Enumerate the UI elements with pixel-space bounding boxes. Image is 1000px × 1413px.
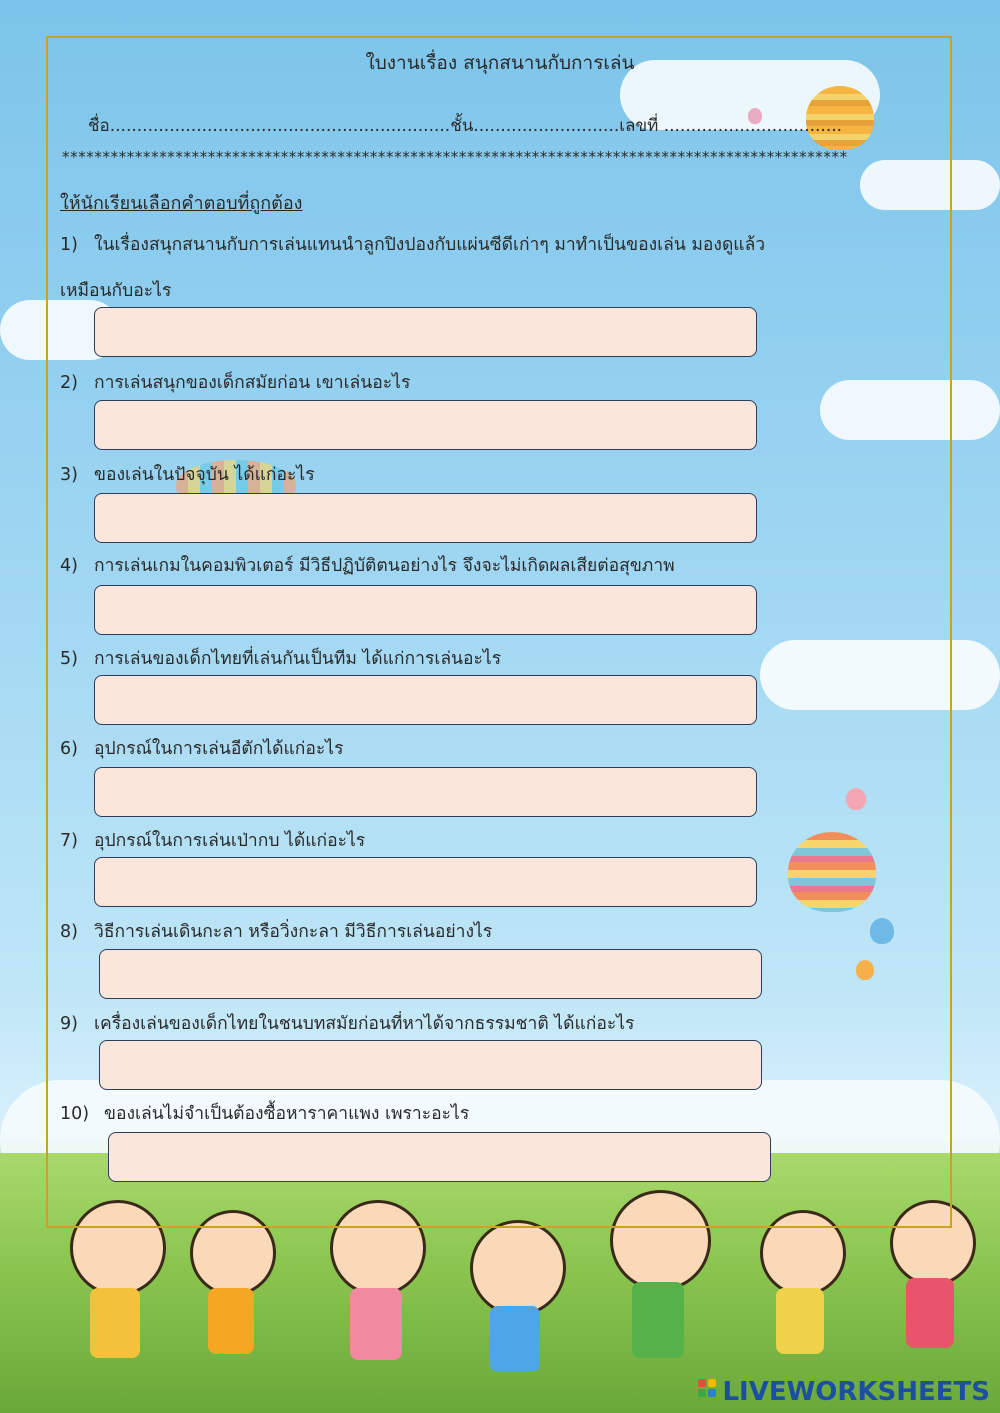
child-body bbox=[632, 1282, 684, 1358]
question-number: 7) bbox=[60, 831, 78, 851]
answer-box-5[interactable] bbox=[94, 675, 757, 725]
question-5 bbox=[60, 644, 501, 672]
question-number: 4) bbox=[60, 556, 78, 576]
question-2 bbox=[60, 368, 410, 396]
liveworksheets-logo-icon bbox=[698, 1379, 718, 1405]
child-body bbox=[90, 1288, 140, 1358]
child-body bbox=[906, 1278, 954, 1348]
question-number: 6) bbox=[60, 739, 78, 759]
question-1 bbox=[60, 230, 765, 258]
question-number: 1) bbox=[60, 235, 78, 255]
answer-box-7[interactable] bbox=[94, 857, 757, 907]
question-1-continued bbox=[60, 276, 171, 304]
question-number: 2) bbox=[60, 373, 78, 393]
question-text: ของเล่นในปัจจุบัน ได้แก่อะไร bbox=[94, 465, 315, 485]
answer-box-2[interactable] bbox=[94, 400, 757, 450]
answer-box-9[interactable] bbox=[99, 1040, 762, 1090]
question-text: ของเล่นไม่จำเป็นต้องซื้อหาราคาแพง เพราะอะไร bbox=[104, 1104, 470, 1124]
question-text: การเล่นสนุกของเด็กสมัยก่อน เขาเล่นอะไร bbox=[94, 373, 411, 393]
child-body bbox=[776, 1288, 824, 1354]
answer-box-3[interactable] bbox=[94, 493, 757, 543]
child-body bbox=[490, 1306, 540, 1372]
answer-box-8[interactable] bbox=[99, 949, 762, 999]
question-text: อุปกรณ์ในการเล่นอีตักได้แก่อะไร bbox=[94, 739, 344, 759]
question-number: 3) bbox=[60, 465, 78, 485]
divider-stars: ************************************************************************************************* bbox=[62, 148, 848, 166]
question-number: 10) bbox=[60, 1104, 90, 1124]
question-8 bbox=[60, 917, 492, 945]
child-illustration bbox=[470, 1220, 566, 1316]
answer-box-4[interactable] bbox=[94, 585, 757, 635]
answer-box-10[interactable] bbox=[108, 1132, 771, 1182]
student-info-line: ชื่อ...............................................................ชั้น...........................เลขที่ ................................. bbox=[88, 116, 843, 136]
question-text: เครื่องเล่นของเด็กไทยในชนบทสมัยก่อนที่หาได้จากธรรมชาติ ได้แก่อะไร bbox=[94, 1014, 635, 1034]
answer-box-1[interactable] bbox=[94, 307, 757, 357]
question-text: ในเรื่องสนุกสนานกับการเล่นแทนนำลูกปิงปองกับแผ่นซีดีเก่าๆ มาทำเป็นของเล่น มองดูแล้ว bbox=[94, 235, 766, 255]
question-4 bbox=[60, 551, 675, 579]
worksheet-title: ใบงานเรื่อง สนุกสนานกับการเล่น bbox=[365, 52, 635, 74]
question-text: การเล่นของเด็กไทยที่เล่นกันเป็นทีม ได้แก่การเล่นอะไร bbox=[94, 649, 502, 669]
question-number: 5) bbox=[60, 649, 78, 669]
question-text: เหมือนกับอะไร bbox=[60, 281, 172, 301]
question-number: 8) bbox=[60, 922, 78, 942]
instruction-text: ให้นักเรียนเลือกคำตอบที่ถูกต้อง bbox=[60, 193, 303, 214]
child-body bbox=[208, 1288, 254, 1354]
child-body bbox=[350, 1288, 402, 1360]
question-9 bbox=[60, 1009, 634, 1037]
question-text: วิธีการเล่นเดินกะลา หรือวิ่งกะลา มีวิธีการเล่นอย่างไร bbox=[94, 922, 493, 942]
liveworksheets-logo[interactable] bbox=[698, 1377, 990, 1407]
question-10 bbox=[60, 1099, 469, 1127]
question-3 bbox=[60, 460, 315, 488]
question-number: 9) bbox=[60, 1014, 78, 1034]
question-6 bbox=[60, 734, 343, 762]
question-text: อุปกรณ์ในการเล่นเป่ากบ ได้แก่อะไร bbox=[94, 831, 366, 851]
question-text: การเล่นเกมในคอมพิวเตอร์ มีวิธีปฏิบัติตนอย่างไร จึงจะไม่เกิดผลเสียต่อสุขภาพ bbox=[94, 556, 675, 576]
liveworksheets-brand-text: LIVEWORKSHEETS bbox=[722, 1377, 990, 1407]
question-7 bbox=[60, 826, 365, 854]
answer-box-6[interactable] bbox=[94, 767, 757, 817]
